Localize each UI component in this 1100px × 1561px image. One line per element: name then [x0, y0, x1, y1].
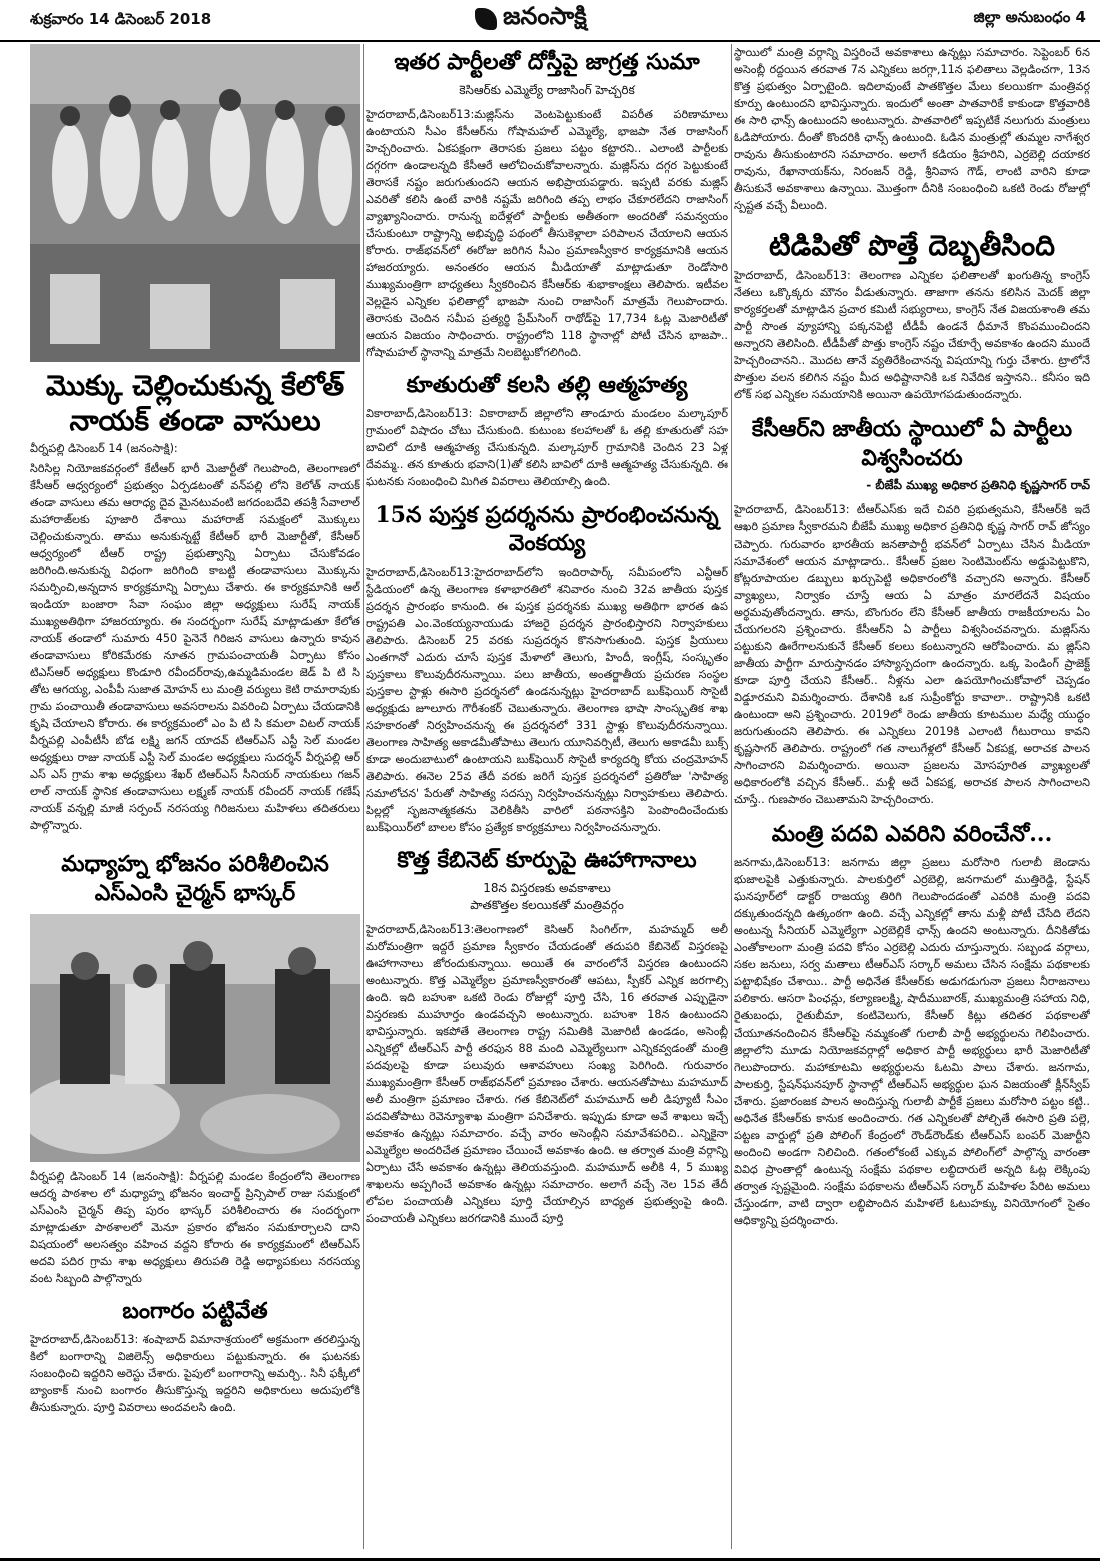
subheadline: 18న విస్తరణకు అవకాశాలు పాతకొత్తల కలయికతో మంత్రివర్గం — [470, 880, 624, 912]
headline: మధ్యాహ్న భోజనం పరిశీలించిన ఎస్ఎంసి చైర్మన్ భాస్కర్ — [61, 851, 329, 906]
photo-midday-meal — [30, 914, 360, 1162]
article-body: హైదరాబాద్,డిసెంబర్13:తెలంగాణలో కెసిఆర్ సింగిల్‌గా, మహమ్మద్ అలీ మరోమంత్రిగా ఇద్దరే ప్రమాణ స్వీకారం చేయడంతో తదుపరి కేబినెట్ విస్తరణపై ఊహాగానాలు జోరందుకున్నాయి. అయితే ఈ వారంలోనే విస్తరణ ఉంటుందని అంటున్నారు. కొత్త ఎమ్మెల్యేల ప్రమాణస్వీకారంతో ఆపటు, స్పీకర్ ఎన్నిక జరగాల్సి ఉంది. ఇది బహుశా ఒకటి రెండు రోజుల్లో పూర్తి చేసి, 16 తరవాత ఎప్పుడైనా విస్తరణకు ముహూర్తం ఉండవచ్చని అంటున్నారు. బహుశా 18న ఉంటుందని భావిస్తున్నారు. ఇకపోతే తెలంగాణ రాష్ట్ర సమితికి మెజారిటీ ఉండడం, అసెంబ్లీ ఎన్నికల్లో టీఆర్ఎస్ పార్టీ తరఫున 88 మంది ఎమ్మెల్యేలుగా ఎన్నికవ్వడంతో మంత్రి పదవులపై కూడా పలువురు ఆశావహులు సంఖ్య పెరిగింది. గురువారం ముఖ్యమంత్రిగా కేసీఆర్ రాజ్‌భవన్‌లో ప్రమాణం చేశారు. ఆయనతోపాటు మహమూద్ అలీ మంత్రిగా ప్రమాణం చేశారు. గత కేబినెట్‌లో మహమూద్ అలీ డిప్యూటీ సీఎం పదవితోపాటు రెవెన్యూశాఖ మంత్రిగా పనిచేశారు. ఇప్పుడు కూడా అవే శాఖలు ఇచ్చే అవకాశం ఉన్నట్లు సమాచారం. వచ్చే వారం అసెంబ్లీని సమావేశపరిచి.. ఎన్నికైనా ఎమ్మెల్యేల అందరిచేత ప్రమాణం చేయించే అవకాశం ఉంది. ఆ తర్వాత మంత్రి వర్గాన్ని ఏర్పాటు చేసే అవకాశం ఉన్నట్లు తెలియవస్తుంది. మహమూద్ అలీకి 4, 5 ముఖ్య శాఖలను అప్పగించే అవకాశం ఉన్నట్లు సమాచారం. అలాగే వచ్చే నెల 15వ తేదీ లోపల పంచాయతీ ఎన్నికలు పూర్తి చేయాల్సిన బాధ్యత ప్రభుత్వంపై ఉంది. పంచాయతీ ఎన్నికలు జరగడానికి ముందే పూర్తి — [366, 922, 728, 1225]
logo-icon — [475, 8, 497, 30]
article-body: హైదరాబాద్,డిసెంబర్13:మజ్లిస్‌ను వెంటపెట్టుకుంటే విపరీత పరిణామాలు ఉంటాయని సీఎం కేసీఆర్‌ను గోషామహల్ ఎమ్మెల్యే, భాజపా నేత రాజాసింగ్ హెచ్చరించారు. ఏకపక్షంగా తెరాసకు ప్రజలు పట్టం కట్టారని.. ఎలాంటి పార్టీలకు దగ్గరగా ఉండాలన్నది కేసీఆరే ఆలోచించుకోవాలన్నారు. మజ్లిస్‌ను దగ్గర పెట్టుకుంటే తెరాసకే నష్టం జరుగుతుందని ఆయన అభిప్రాయపడ్డారు. ఇప్పటి వరకు మజ్లిస్ ఎవరితో కలిసి ఉంటే వారికి నష్టమే జరిగింది తప్ప లాభం చేకూరలేదని రాజాసింగ్ వ్యాఖ్యానించారు. రానున్న ఐదేళ్లలో పార్టీలకు అతీతంగా అందరితో సమన్వయం చేసుకుంటూ రాష్ట్రాన్ని అభివృద్ధి పథంలో తీసుకెళ్లాలా పరిపాలన చేయాలని ఆయన కోరారు. రాజ్‌భవన్‌లో ఈరోజు జరిగిన సీఎం ప్రమాణస్వీకార కార్యక్రమానికి ఆయన హాజరయ్యారు. అనంతరం ఆయన మీడియాతో మాట్లాడుతూ రెండోసారి ముఖ్యమంత్రిగా బాధ్యతలు స్వీకరించిన కేసీఆర్‌కు శుభాకాంక్షలు తెలిపారు. ఇటీవల వెల్లడైన ఎన్నికల ఫలితాల్లో భాజపా నుంచి రాజాసింగ్ మాత్రమే గెలుపొందారు. తెరాసకు చెందిన సమీప ప్రత్యర్థి ప్రేమ్‌సింగ్ రాథోడ్‌పై 17,734 ఓట్ల మెజారిటీతో ఆయన విజయం సాధించారు. రాష్ట్రంలోని 118 స్థానాల్లో పోటీ చేసిన భాజపా.. గోషామహల్ స్థానాన్ని మాత్రమే నిలబెట్టుకోగలిగింది. — [366, 107, 728, 359]
headline: కొత్త కేబినెట్ కూర్పుపై ఊహాగానాలు — [397, 846, 697, 873]
article-body: హైదరాబాద్,డిసెంబర్13: శంషాబాద్ విమానాశ్రయంలో అక్రమంగా తరలిస్తున్న కిలో బంగారాన్ని విజిలెన్స్ అధికారులు పట్టుకున్నారు. ఈ ఘటనకు సంబంధించి ఇద్దరిని అరెస్టు చేశారు. పైపులో బంగారాన్ని అమర్చి.. సినీ ఫక్కీలో బ్యాంకాక్ నుంచి బంగారం తీసుకొస్తున్న ఇద్దరిని అధికారులు అదుపులోకి తీసుకున్నారు. పూర్తి వివరాలు అందవలసి ఉంది. — [30, 1333, 360, 1415]
headline: కూతురుతో కలసి తల్లి ఆత్మహత్య — [406, 371, 688, 398]
byline: - బీజేపీ ముఖ్య అధికార ప్రతినిధి కృష్ణసాగర్ రావ్ — [866, 478, 1090, 493]
column-divider — [731, 44, 732, 1549]
article-continuation: స్థాయిలో మంత్రి వర్గాన్ని విస్తరించే అవకాశాలు ఉన్నట్లు సమాచారం. సెప్టెంబర్ 6న అసెంబ్లీ రద్దయిన తరవాత 7న ఎన్నికలు జరగ్గా,11న ఫలితాలు వెల్లడించగా, 13న కొత్త ప్రభుత్వం ఏర్పాటైంది. ఇదిలావుంటే పాతకొత్తల మేలు కలయికగా మంత్రివర్గ కూర్పు ఉంటుందని భావిస్తున్నారు. ఇందులో అంతా పాతవారికే కాకుండా కొత్తవారికి ఈ సారి ఛాన్స్ ఉంటుందని అంటున్నారు. పాతవారిలో ఇప్పటికే నలుగురు మంత్రులు ఓడిపోయారు. దీంతో కొందరికి ఛాన్స్ ఉంటుంది. ఓడిన మంత్రుల్లో తుమ్మల నాగేశ్వర రావును తీసుకుంటారని సమాచారం. అలాగే కడియం శ్రీహరిని, ఎర్రబెల్లి దయాకర రావును, రేఖానాయక్‌ను, నిరంజన్ రెడ్డి, శ్రీనివాస గౌడ్, లాంటి వారిని కూడా తీసుకునే అవకాశాలు ఉన్నాయి. మొత్తంగా దీనికి సంబంధించి ఒకటి రెండు రోజుల్లో స్పష్టత వచ్చే వీలుంది. — [734, 46, 1090, 213]
column-1 — [30, 44, 360, 1549]
headline: 15న పుస్తక ప్రదర్శనను ప్రారంభించనున్న వెంకయ్య — [375, 501, 719, 557]
headline: మంత్రి పదవి ఎవరిని వరించేనో... — [771, 820, 1053, 847]
column-2 — [366, 44, 728, 1549]
newspaper-logo — [475, 2, 587, 36]
subheadline: కెసిఆర్‌కు ఎమ్మెల్యే రాజాసింగ్ హెచ్చరిక — [459, 82, 635, 97]
dateline: వీర్నపల్లి డిసెంబర్ 14 (జనంసాక్షి): — [30, 442, 178, 455]
page-label: జిల్లా అనుబంధం 4 — [973, 8, 1086, 26]
photo-temple-offering — [30, 44, 360, 362]
article-body: వీర్నపల్లి డిసెంబర్ 14 (జనంసాక్షి): వీర్నపల్లి మండల కేంద్రంలోని తెలంగాణ ఆదర్శ పాఠశాల లో మధ్యాహ్న భోజనం ఇంచార్జ్ ప్రిన్సిపాల్ రాజు సమక్షంలో ఎస్ఎంసి చైర్మన్ తిప్ప పురం భాస్కర్ పరిశీలించారు ఈ సందర్భంగా మాట్లాడుతూ పాఠశాలలో మెనూ ప్రకారం భోజనం సమకూర్చాలని దాని విషయంలో అలసత్వం వహించ వద్దని కోరారు ఈ కార్యక్రమంలో టిఆర్ఎస్ అదవి పదిర గ్రామ శాఖ అధ్యక్షులు తిరుపతి రెడ్డి అధ్యాపకులు నరసయ్య వంట సిబ్బంది పాల్గొన్నారు — [30, 1169, 360, 1285]
headline: మొక్కు చెల్లించుకున్న కేలోత్ నాయక్ తండా వాసులు — [45, 369, 345, 437]
issue-date: శుక్రవారం 14 డిసెంబర్ 2018 — [30, 10, 212, 28]
column-divider — [363, 44, 364, 1549]
logo-text: జనంసాక్షి — [503, 2, 587, 30]
article-body: జనగామ,డిసెంబర్13: జనగామ జిల్లా ప్రజలు మరోసారి గులాబీ జెండాను భుజాలపైకి ఎత్తుకున్నారు. పాలకుర్తిలో ఎర్రబెల్లి, జనగామలో ముత్తిరెడ్డి, స్టేషన్ ఘనపూర్‌లో డాక్టర్ రాజయ్య తిరిగి గెలుపొందడంతో ఎవరికి మంత్రి పదవి దక్కుతుందన్నది ఉత్కంఠగా ఉంది. వచ్చే ఎన్నికల్లో తాను మళ్లీ పోటీ చేసేది లేదని అంటున్న సీనియర్ ఎమ్మెల్యేగా ఎర్రబెల్లికే ఛాన్స్ ఉందని అంటున్నారు. దీనికితోడు ఎంతోకాలంగా మంత్రి పదవి కోసం ఎర్రబెల్లి ఎదురు చూస్తున్నారు. సబ్బండ వర్గాలు, సకల జనులు, సర్వ మతాలు టీఆర్ఎస్ సర్కార్ అమలు చేసిన సంక్షేమ పథకాలకు పట్టాభిషేకం చేశాయి.. పార్టీ అధినేత కేసీఆర్‌కు అడుగడుగునా ప్రజలు నీరాజనాలు పలికారు. ఆసరా పింఛన్లు, కల్యాణలక్ష్మి, షాదీముబారక్, ముఖ్యమంత్రి సహాయ నిధి, రైతుబంధు, రైతుబీమా, కంటివెలుగు, కేసీఆర్ కిట్లు తదితర పథకాలతో చేయూతనందించిన కేసీఆర్‌పై నమ్మకంతో గులాబీ పార్టీ అభ్యర్థులను గెలిపించారు. జిల్లాలోని మూడు నియోజకవర్గాల్లో అధికార పార్టీ అభ్యర్థులు భారీ మెజారిటీతో గెలుపొందారు. మహాకూటమి అభ్యర్థులను ఓటమి పాలు చేశారు. జనగామ, పాలకుర్తి, స్టేషన్‌ఘనపూర్ స్థానాల్లో టీఆర్ఎస్ అభ్యర్థుల ఘన విజయంతో క్లీన్‌స్వీప్ చేశారు. ప్రజారంజక పాలన అందిస్తున్న గులాబీ పార్టీకే ప్రజలు మరోసారి పట్టం కట్టి.. అధినేత కేసీఆర్‌కు కానుక అందించారు. గత ఎన్నికలతో పోల్చితే ఈసారి ప్రతి పల్లె, పట్టణ వార్డుల్లో ప్రతి పోలింగ్ కేంద్రంలో రౌండ్‌రౌండ్‌కు టీఆర్ఎస్ బంపర్ మెజార్టీని అందించి అండగా నిలిచింది. గతంలోకంటే ఎక్కువ పోలింగ్‌లో పాల్గొన్న వారంతా వివిధ ప్రాంతాల్లో ఉంటున్న సంక్షేమ పథకాల లబ్ధిదారులే అన్నది ఓట్ల లెక్కింపు తర్వాత స్పష్టమైంది. సంక్షేమ పథకాలను టీఆర్ఎస్ సర్కార్ మహిళల పేరిట అమలు చేస్తుండగా, వాటి ద్వారా లబ్ధిపొందిన మహిళలే ఓటుహక్కు వినియోగంలో సైతం ఆధిక్యాన్ని ప్రదర్శించారు. — [734, 856, 1090, 1227]
headline: టిడిపితో పొత్తే దెబ్బతీసింది — [768, 229, 1056, 263]
headline: కేసీఆర్‌ని జాతీయ స్థాయిలో ఏ పార్టీలు విశ్వసించరు — [751, 416, 1073, 471]
headline: బంగారం పట్టివేత — [122, 1297, 268, 1324]
article-body: సిరిసిల్ల నియోజకవర్గంలో కేటీఆర్ భారీ మెజార్టీతో గెలుపొంది, తెలంగాణలో కేసీఆర్ ఆధ్వర్యంలో ప్రభుత్వం ఏర్పడటంతో వన్‌పల్లి లోని కెలోత్ నాయక్ తండా వాసులు తమ ఆరాధ్య దైవ మైనటువంటి జగదంబదేవి తపశ్రీ సేవాలాల్ మహారాజ్‌లకు పూజారి దేశాయి మహారాజ్ సమక్షంలో మొక్కులు చెల్లించుకున్నారు. తాము అనుకున్నట్టే కేటీఆర్ భారీ మెజార్టీతో, కేసీఆర్ ఆధ్వర్యంలో టీఆర్ రాష్ట్ర ప్రభుత్వాన్ని ఏర్పాటు చేసుకోవడం జరిగింది.అనుకున్న విధంగా జరిగింది కాబట్టి తండావాసులు మొక్కును సమర్పించి,అన్నదాన కార్యక్రమాన్ని ఏర్పాటు చేశారు. ఈ కార్యక్రమానికి ఆల్ ఇండియా బంజారా సేవా సంఘం జిల్లా అధ్యక్షులు సురేష్ నాయక్ ముఖ్యఅతిథిగా హాజరయ్యారు. ఈ సందర్భంగా సురేష్ మాట్లాడుతూ కేలోత నాయక్ తండాలో సుమారు 450 పైనెనే గిరిజన వాసులు ఉన్నారు కావున తండావాసులు కోరికమేరకు నూతన గ్రామపంచాయతీ ఏర్పాటు కోసం టిఎస్ఆర్ అధ్యక్షులు కొండూరి రవీందర్‌రావు,ఉమ్మడిమండల జెడ్ పి టి సి తోట ఆగయ్య, ఎంపీపీ సుజాత మోహన్ లు మంత్రి వర్యులు కెటి రామారావుకు గ్రామ పంచాయితీ తండావాసులు అవసరాలను వివరించి ఏర్పాటు చేయడానికి కృషి చేయాలని కోరారు. ఈ కార్యక్రమంలో ఎం పి టి సి కమలా విటల్ నాయక్ వీర్నపల్లి ఎంపీటీసీ బోడ లక్ష్మి జగన్ యాదవ్ టిఆర్ఎస్ ఎస్టీ సెల్ మండల అధ్యక్షులు రాజు నాయక్ ఎస్టీ సెల్ మండల అధ్యక్షులు సుదర్శన్ వీర్నపల్లి ఆర్ ఎస్ ఎస్ గ్రామ శాఖ అధ్యక్షులు శేఖర్ టిఆర్ఎస్ సీనియర్ నాయకులు గజన్ లాల్ నాయక్ స్థానిక తండావాసులు లక్ష్మణ్ నాయక్ రవీందర్ నాయక్ గణేష్ నాయక్ వన్నల్లి మాజీ సర్పంచ్ నరసయ్య గిరిజనులు మహిళలు తదితరులు పాల్గొన్నారు. — [30, 462, 360, 833]
article-body: హైదరాబాద్, డిసెంబర్13: తెలంగాణ ఎన్నికల ఫలితాలతో ఖంగుతిన్న కాంగ్రెస్ నేతలు ఒక్కొక్కరు మౌనం వీడుతున్నారు. తాజాగా తనను కలిసిన మెదక్ జిల్లా కార్యకర్తలతో మాట్లాడిన ప్రచార కమిటీ సభ్యురాలు, కాంగ్రెస్ నేత విజయశాంతి తమ పార్టీ సొంత వ్యూహాన్ని పక్కనపెట్టి టీడీపీ ఉండనే ధీమానే కొంపముంచిందని అన్నారని తెలిసింది. టీడీపీతో పొత్తు కాంగ్రెస్ నష్టం చేకూర్చే అవకాశం ఉందని ముందే హెచ్చరించానని.. మొదట తానే వ్యతిరేకించానన్న విషయాన్ని గుర్తు చేశారు. ట్రాలోనే పొత్తుల వలన కలిగిన నష్టం మీద అధిష్టానానికి ఒక నివేదిక ఇస్తానని.. కనీసం ఇది లోక్ సభ ఎన్నికల సమయానికి అయినా ఉపయోగపడుతుందన్నారు. — [734, 269, 1090, 402]
article-body: హైదరాబాద్, డిసెంబర్13: టీఆర్ఎస్‌కు ఇదే చివరి ప్రభుత్వమని, కేసీఆర్‌కి ఇదే ఆఖరి ప్రమాణ స్వీకారమని బీజేపీ ముఖ్య అధికార ప్రతినిధి కృష్ణ సాగర్ రావ్ జోస్యం చెప్పారు. గురువారం భారతీయ జనతాపార్టీ భవన్‌లో ఏర్పాటు చేసిన మీడియా సమావేశంలో ఆయన మాట్లాడారు.. కేసీఆర్ ప్రజల సెంటిమెంట్‌ను అడ్డుపెట్టుకొని, కోట్లరూపాయల డబ్బులు ఖర్చుపెట్టి అధికారంలోకి వచ్చారని అన్నారు. కేసీఆర్ వ్యాఖ్యలు, నిర్వాకం చూస్తే ఆయ ఏ మాత్రం మారలేదనే విషయం అర్థమవుతోందన్నారు. తాను, బొంగురం లేని కేసీఆర్ జాతీయ రాజకీయాలను ఏం చేయగలరని ప్రశ్నించారు. కేసీఆర్‌ని ఏ పార్టీలు విశ్వసించవన్నారు. మజ్లిస్‌ను పట్టుకుని ఊరేగాలనుకునే కేసీఆర్ కలలు కంటున్నారని ఆరోపించారు. మ జ్లిస్‌ని జాతీయ పార్టీగా మారుస్తానడం హాస్యాస్పదంగా ఉందన్నారు. ఒక్క పెండింగ్ ప్రాజెక్ట్ కూడా పూర్తి చేయని కేసీఆర్.. నీళ్లను ఎలా ఉపయోగించుకోవాలో చెప్పడం విడ్డూరమని విమర్శించారు. దేశానికి ఒక సుప్రీంకోర్టు కావాలా.. రాష్ట్రానికి ఒకటి ఉంటుందా అని ప్రశ్నించారు. 2019లో రెండు జాతీయ కూటముల మధ్యే యుద్ధం జరుగుతుందని తెలిపారు. ఈ ఎన్నికలు 2019కి ఎలాంటి గీటురాయి కావని కృష్ణసాగర్ తెలిపారు. రాష్ట్రంలో గత నాలుగేళ్లలో కేసీఆర్ ఏకపక్ష, అరాచక పాలన సాగించారని విమర్శించారు. అయినా ప్రజలను మోసపూరిత వ్యాఖ్యలతో అధికారంలోకి వచ్చిన కేసీఆర్.. మళ్లీ అదే ఏకపక్ష, అరాచక పాలన సాగించాలని చూస్తే.. గుణపాఠం చెబుతామని హెచ్చరించారు. — [734, 503, 1090, 806]
article-body: హైదరాబాద్,డిసెంబర్13:హైదరాబాద్‌లోని ఇందిరాపార్క్ సమీపంలోని ఎన్టీఆర్ స్టేడియంలో ఉన్న తెలంగాణ కళాభారతిలో శనివారం నుంచి 32వ జాతీయ పుస్తక ప్రదర్శన ప్రారంభం కానుంది. ఈ పుస్తక ప్రదర్శనకు ముఖ్య అతిథిగా భారత ఉప రాష్ట్రపతి ఎం.వెంకయ్యనాయుడు హాజరై ప్రదర్శన ప్రారంభిస్తారని నిర్వాహకులు తెలిపారు. డిసెంబర్ 25 వరకు సుప్రదర్శన కొనసాగుతుంది. పుస్తక ప్రియులు ఎంతగానో ఎదురు చూసే పుస్తక మేళాలో తెలుగు, హిందీ, ఇంగ్లీష్, సంస్కృతం పుస్తకాలు కొలువుదీరనున్నాయి. పలు జాతీయ, అంతర్జాతీయ ప్రచురణ సంస్థల పుస్తకాల స్టాళ్లు ఈసారి ప్రదర్శనలో ఉండనున్నట్లు హైదరాబాద్ బుక్‌ఫెయిర్ సొసైటీ అధ్యక్షుడు జూలూరు గౌరీశంకర్ చెబుతున్నారు. తెలంగాణ భాషా సాంస్కృతిక శాఖ సహకారంతో నిర్వహించనున్న ఈ ప్రదర్శనలో 331 స్టాళ్లు కొలువుదీరనున్నాయి. తెలంగాణ సాహిత్య అకాడమీతోపాటు తెలుగు యూనివర్సిటీ, తెలుగు అకాడమీ బుక్స్ కూడా అందుబాటులో ఉంటాయని బుక్‌ఫెయిర్ సొసైటీ కార్యదర్శి కోయ చంద్రమోహన్ తెలిపారు. ఈనెల 25వ తేదీ వరకు జరిగే పుస్తక ప్రదర్శనలో ప్రతిరోజు 'సాహిత్య సమాలోచన' పేరుతో సాహిత్య సదస్సు నిర్వహించనున్నట్లు నిర్వాహకులు తెలిపారు. పిల్లల్లో సృజనాత్మకతను వెలికితీసి వారిలో పఠనాసక్తిని పెంపొందించేందుకు బుక్‌ఫెయిర్‌లో బాలల కోసం ప్రత్యేక కార్యక్రమాలు నిర్వహించనున్నారు. — [366, 565, 728, 834]
masthead — [0, 0, 1100, 42]
article-body: వికారాబాద్,డిసెంబర్13: వికారాబాద్ జిల్లాలోని తాండూరు మండలం మల్కాపూర్ గ్రామంలో విషాదం చోటు చేసుకుంది. కుటుంబ కలహాలతో ఓ తల్లి కూతురుతో సహ బావిలో దూకి ఆత్మహత్య చేసుకున్నది. మల్కాపూర్ గ్రామానికి చెందిన 23 ఏళ్ల దేవమ్మ.. తన కూతురు భవాని(1)తో కలిసి బావిలో దూకి ఆత్మహత్య చేసుకున్నది. ఈ ఘటనకు సంబంధించి మిగిత వివరాలు తెలియాల్సి ఉంది. — [366, 407, 728, 489]
column-3 — [734, 44, 1090, 1549]
headline: ఇతర పార్టీలతో దోస్తీపై జాగ్రత్త సుమా — [394, 49, 700, 75]
